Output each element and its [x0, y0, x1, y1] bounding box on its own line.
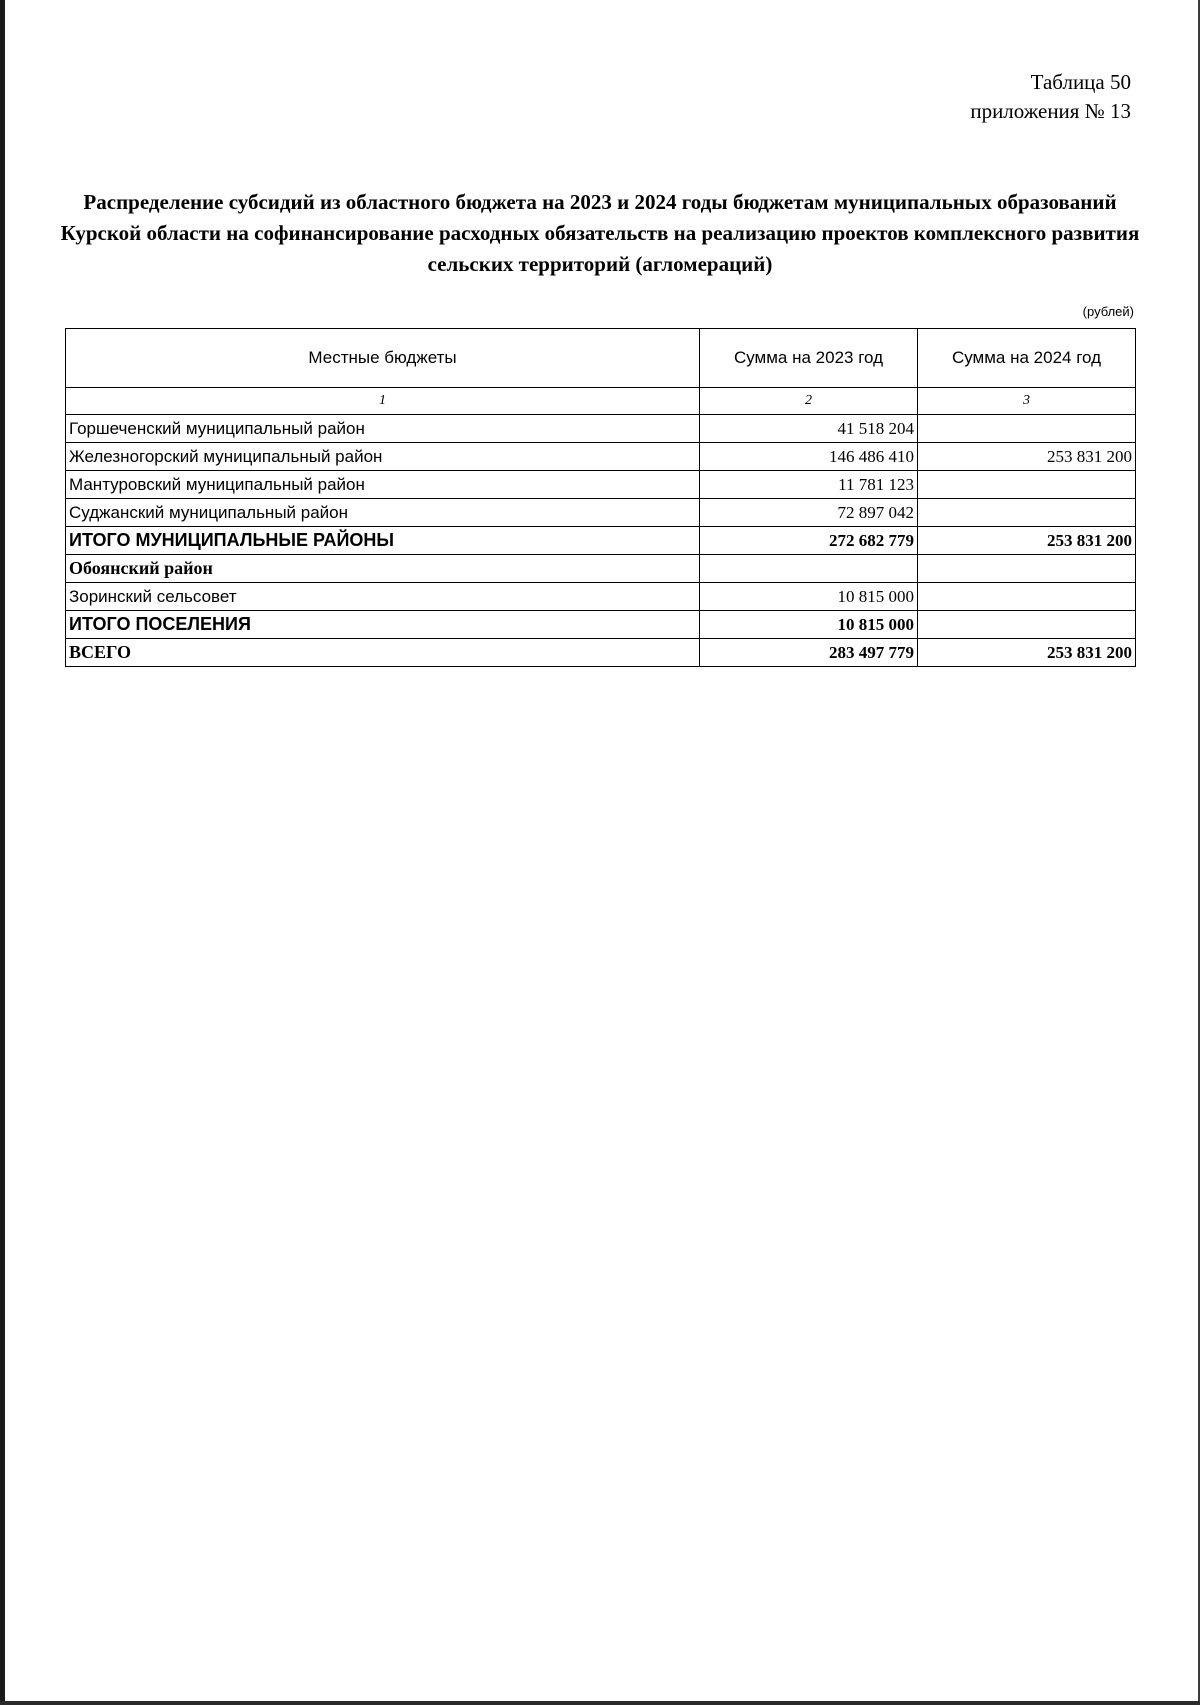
table-row [66, 443, 1136, 471]
amount-2023: 146 486 410 [700, 443, 918, 471]
document-header [970, 68, 1131, 126]
column-number: 1 [66, 388, 700, 415]
row-name: Суджанский муниципальный район [66, 499, 700, 527]
table-row [66, 583, 1136, 611]
document-title: Распределение субсидий из областного бюджета на 2023 и 2024 годы бюджетам муниципальных образований Курской области на софинансирование расходных обязательств на реализацию проектов комплексного развития сельских территорий (агломераций) [60, 190, 1140, 276]
column-header-2024: Сумма на 2024 год [918, 329, 1136, 388]
grand-total-row [66, 639, 1136, 667]
scan-edge-bottom [0, 1701, 1200, 1705]
amount-2023: 11 781 123 [700, 471, 918, 499]
row-name: Горшеченский муниципальный район [66, 415, 700, 443]
amount-2024 [918, 415, 1136, 443]
table-row [66, 471, 1136, 499]
row-name: Железногорский муниципальный район [66, 443, 700, 471]
amount-2023: 283 497 779 [700, 639, 918, 667]
amount-2024 [918, 499, 1136, 527]
amount-2023: 10 815 000 [700, 611, 918, 639]
amount-2024 [918, 583, 1136, 611]
table-header-row [66, 329, 1136, 388]
subtotal-row-districts [66, 527, 1136, 555]
row-name: Мантуровский муниципальный район [66, 471, 700, 499]
amount-2023: 10 815 000 [700, 583, 918, 611]
amount-2024 [918, 611, 1136, 639]
column-number-row [66, 388, 1136, 415]
amount-2023 [700, 555, 918, 583]
scan-edge-left [0, 0, 5, 1705]
amount-2024 [918, 555, 1136, 583]
district-heading-row [66, 555, 1136, 583]
amount-2024: 253 831 200 [918, 639, 1136, 667]
row-name: Зоринский сельсовет [66, 583, 700, 611]
amount-2024 [918, 471, 1136, 499]
row-name: ИТОГО ПОСЕЛЕНИЯ [66, 611, 700, 639]
amount-2023: 272 682 779 [700, 527, 918, 555]
amount-2023: 72 897 042 [700, 499, 918, 527]
units-label: (рублей) [1082, 304, 1134, 319]
column-header-budgets: Местные бюджеты [66, 329, 700, 388]
column-header-2023: Сумма на 2023 год [700, 329, 918, 388]
amount-2023: 41 518 204 [700, 415, 918, 443]
table-row [66, 415, 1136, 443]
table-row [66, 499, 1136, 527]
row-name: ИТОГО МУНИЦИПАЛЬНЫЕ РАЙОНЫ [66, 527, 700, 555]
column-number: 2 [700, 388, 918, 415]
column-number: 3 [918, 388, 1136, 415]
amount-2024: 253 831 200 [918, 527, 1136, 555]
subsidy-table [65, 328, 1136, 667]
row-name: ВСЕГО [66, 639, 700, 667]
row-name: Обоянский район [66, 555, 700, 583]
table-label: Таблица 50 [1030, 70, 1131, 94]
appendix-label: приложения № 13 [970, 99, 1131, 123]
amount-2024: 253 831 200 [918, 443, 1136, 471]
subtotal-row-settlements [66, 611, 1136, 639]
